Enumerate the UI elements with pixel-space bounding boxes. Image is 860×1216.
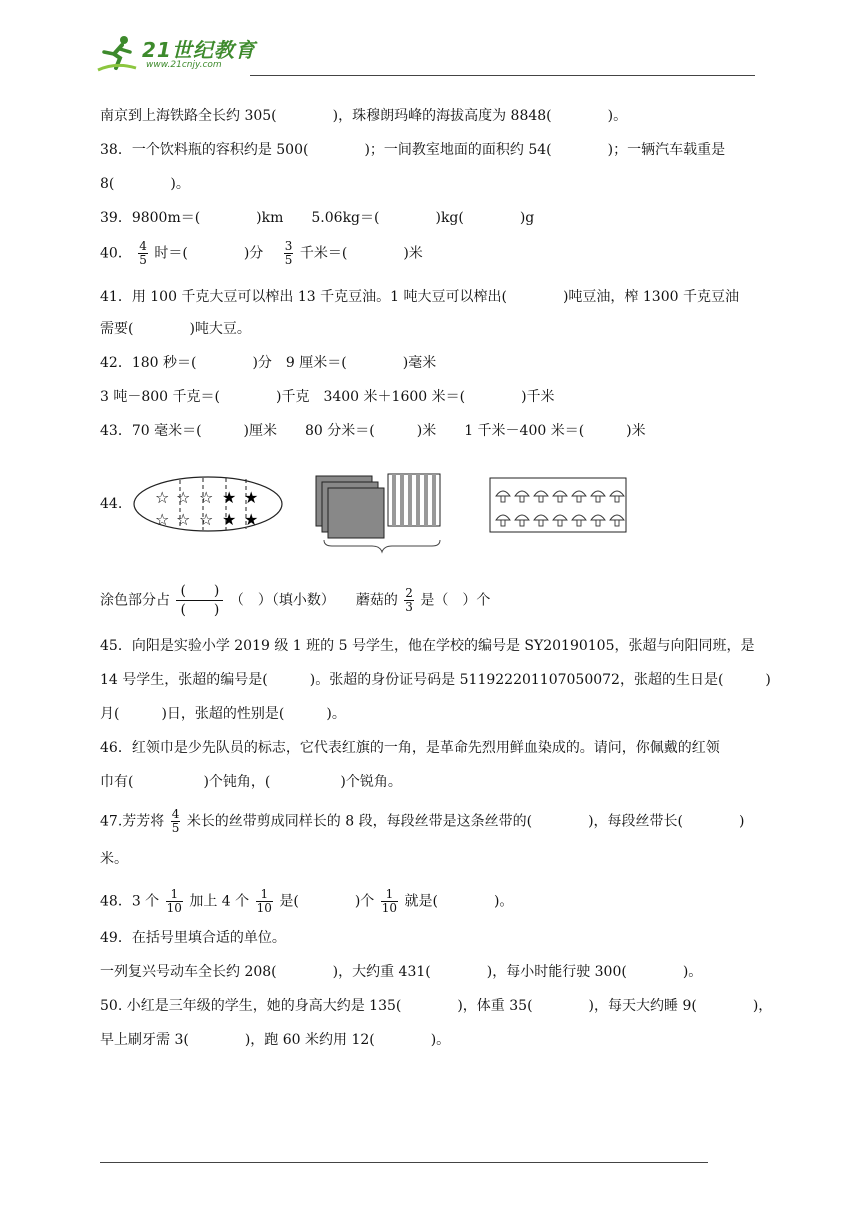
question-40-number: 40． bbox=[100, 245, 132, 262]
question-40-line bbox=[100, 240, 423, 267]
question-37-line: 南京到上海铁路全长约 305( )，珠穆朗玛峰的海拔高度为 8848( )。 bbox=[100, 108, 628, 124]
fraction-two-thirds: $\frac{2}{3}$ bbox=[405, 586, 413, 614]
fraction-one-tenth: $\frac{1}{10}$ bbox=[166, 887, 182, 915]
question-40-text-end: 千米＝( )米 bbox=[299, 245, 423, 262]
question-49-line: 49．在括号里填合适的单位。 bbox=[100, 930, 286, 946]
question-38-line-cont: 8( )。 bbox=[100, 176, 190, 192]
question-41-line-cont: 需要( )吨大豆。 bbox=[100, 321, 251, 337]
star-filled-icon: ★ bbox=[244, 510, 259, 529]
question-47-line-cont: 米。 bbox=[100, 851, 128, 867]
question-46-line-cont: 巾有( )个钝角，( )个锐角。 bbox=[100, 774, 402, 790]
runner-logo-icon bbox=[96, 32, 140, 76]
star-icon: ☆ bbox=[199, 488, 214, 507]
site-logo bbox=[90, 28, 260, 78]
question-50-line-cont: 早上刷牙需 3( )，跑 60 米约用 12( )。 bbox=[100, 1032, 451, 1048]
caption-part-b: （ ）（填小数） 蘑菇的 bbox=[229, 592, 398, 609]
question-44-number: 44. bbox=[100, 496, 123, 512]
blank-fraction: $\frac{( )}{( )}$ bbox=[176, 582, 223, 619]
question-44-figures bbox=[100, 470, 660, 560]
star-filled-icon: ★ bbox=[222, 488, 237, 507]
question-48-part-b: 加上 4 个 bbox=[189, 893, 250, 910]
question-42-line: 42．180 秒＝( )分 9 厘米＝( )毫米 bbox=[100, 355, 437, 371]
fraction-one-tenth: $\frac{1}{10}$ bbox=[256, 887, 272, 915]
question-48-line bbox=[100, 888, 513, 915]
question-43-line: 43．70 毫米＝( )厘米 80 分米＝( )米 1 千米－400 米＝( )米 bbox=[100, 423, 646, 439]
star-icon: ☆ bbox=[176, 488, 191, 507]
footer-divider bbox=[100, 1162, 708, 1163]
question-45-line-3: 月( )日，张超的性别是( )。 bbox=[100, 706, 346, 722]
star-icon: ☆ bbox=[199, 510, 214, 529]
question-48-part-c: 是( )个 bbox=[279, 893, 375, 910]
fraction-three-fifths: $\frac{3}{5}$ bbox=[284, 239, 293, 267]
caption-part-c: 是（ ）个 bbox=[420, 592, 491, 609]
question-47-line bbox=[100, 808, 744, 835]
square-front bbox=[328, 488, 384, 538]
question-45-line: 45．向阳是实验小学 2019 级 1 班的 5 号学生，他在学校的编号是 SY20190105，张超与向阳同班，是 bbox=[100, 638, 755, 654]
question-48-part-d: 就是( )。 bbox=[404, 893, 514, 910]
question-41-line: 41．用 100 千克大豆可以榨出 13 千克豆油。1 吨大豆可以榨出( )吨豆油，榨 1300 千克豆油 bbox=[100, 289, 739, 305]
question-46-line: 46．红领巾是少先队员的标志，它代表红旗的一角，是革命先烈用鲜血染成的。请问，你佩戴的红领 bbox=[100, 740, 720, 756]
caption-part-a: 涂色部分占 bbox=[100, 592, 170, 609]
question-39-line: 39．9800m＝( )km 5.06kg＝( )kg( )g bbox=[100, 210, 535, 226]
question-47-text: 米长的丝带剪成同样长的 8 段，每段丝带是这条丝带的( )，每段丝带长( ) bbox=[186, 813, 745, 830]
question-47-prefix: 47.芳芳将 bbox=[100, 813, 165, 830]
header-divider bbox=[250, 75, 755, 76]
fraction-four-fifths: $\frac{4}{5}$ bbox=[139, 239, 147, 267]
question-38-line: 38．一个饮料瓶的容积约是 500( )；一间教室地面的面积约 54( )；一辆汽车载重是 bbox=[100, 142, 726, 158]
question-49-line-cont: 一列复兴号动车全长约 208( )，大约重 431( )，每小时能行驶 300( )。 bbox=[100, 964, 703, 980]
striped-square bbox=[388, 474, 440, 526]
question-40-text: 时＝( )分 bbox=[154, 245, 278, 262]
question-50-line: 50. 小红是三年级的学生，她的身高大约是 135( )，体重 35( )，每天大约睡 9( )， bbox=[100, 998, 773, 1014]
fraction-one-tenth: $\frac{1}{10}$ bbox=[381, 887, 398, 915]
question-45-line-2: 14 号学生，张超的编号是( )。张超的身份证号码是 511922201107050072，张超的生日是( ) bbox=[100, 672, 771, 688]
star-icon: ☆ bbox=[155, 510, 170, 529]
question-42-line-cont: 3 吨－800 千克＝( )千克 3400 米＋1600 米＝( )千米 bbox=[100, 389, 555, 405]
question-48-part-a: 48．3 个 bbox=[100, 893, 160, 910]
star-icon: ☆ bbox=[176, 510, 191, 529]
page-header bbox=[90, 28, 755, 80]
star-icon: ☆ bbox=[155, 488, 170, 507]
question-44-caption bbox=[100, 582, 490, 619]
logo-text: 21世纪教育 bbox=[142, 38, 256, 62]
star-filled-icon: ★ bbox=[244, 488, 259, 507]
fraction-four-fifths: $\frac{4}{5}$ bbox=[171, 807, 180, 835]
logo-url: www.21cnjy.com bbox=[146, 60, 222, 70]
question-44-illustration bbox=[100, 470, 660, 560]
star-filled-icon: ★ bbox=[222, 510, 237, 529]
brace bbox=[324, 540, 440, 552]
